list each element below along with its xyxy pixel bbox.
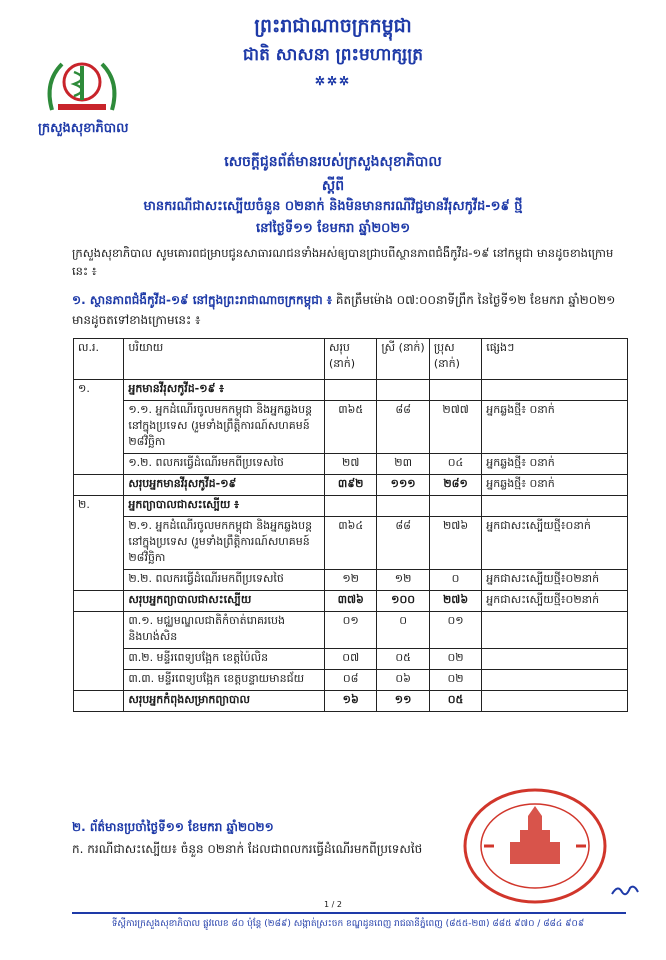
group-no: ១. [74, 380, 124, 475]
sum-total: ១៦ [324, 691, 376, 712]
section-2-item-a: ក. ករណីជាសះស្បើយ៖ ចំនួន ០២នាក់ ដែលជាពលករធ្វើដំណើរមកពីប្រទេសថៃ [72, 842, 423, 856]
group-title: អ្នកមានវីរុសកូវីដ-១៩ ៖ [124, 380, 325, 401]
col-header-male: ប្រុស (នាក់) [429, 339, 481, 380]
notice-subject-label: ស្តីពី [321, 178, 345, 194]
table-sum-row [74, 691, 628, 712]
sum-total: ៣៧៦ [324, 591, 376, 612]
row-male: ០៤ [429, 454, 481, 475]
row-desc: ៣.៣. មន្ទីរពេទ្យបង្អែក ខេត្តបន្ទាយមានជ័យ [124, 670, 325, 691]
kingdom-heading: ព្រះរាជាណាចក្រកម្ពុជា [254, 15, 412, 37]
table-row [74, 380, 628, 401]
row-desc: ២.២. ពលករធ្វើដំណើរមកពីប្រទេសថៃ [124, 570, 325, 591]
sum-label: សរុបអ្នកមានវីរុសកូវីដ-១៩ [124, 475, 325, 496]
row-male: ០១ [429, 612, 481, 649]
notice-date: នៅថ្ងៃទី១១ ខែមករា ឆ្នាំ២០២១ [255, 221, 411, 236]
row-note: អ្នកឆ្លងថ្មី៖ ០នាក់ [482, 454, 628, 475]
row-note: អ្នកឆ្លងថ្មី៖ ០នាក់ [482, 401, 628, 454]
table-row [74, 649, 628, 670]
col-header-note: ផ្សេងៗ [482, 339, 628, 380]
sum-total: ៣៩២ [324, 475, 376, 496]
covid-stats-table [73, 338, 628, 712]
footer-divider [72, 912, 626, 914]
row-total: ១២ [324, 570, 376, 591]
section-2-heading: ២. ព័ត៌មានប្រចាំថ្ងៃទី១១ ខែមករា ឆ្នាំ២០២១ [72, 820, 274, 834]
section-1 [72, 290, 626, 330]
table-sum-row [74, 591, 628, 612]
page-number: 1 / 2 [324, 900, 342, 909]
row-female: ០៥ [377, 649, 429, 670]
intro-paragraph: ក្រសួងសុខាភិបាល សូមគោរពជម្រាបជូនសាធារណជនទាំងអស់ឲ្យបានជ្រាបពីស្ថានភាពជំងឺកូវីដ-១៩ នៅកម្ពុជា មានដូចខាងក្រោមនេះ ៖ [72, 246, 614, 278]
sum-female: ១១ [377, 691, 429, 712]
row-female: ៨៨ [377, 401, 429, 454]
section-1-text: គិតត្រឹមម៉ោង ០៧:០០នាទីព្រឹក នៃថ្ងៃទី១២ ខែមករា ឆ្នាំ២០២១ មានដូចតទៅខាងក្រោមនេះ ៖ [72, 293, 616, 327]
sum-note: អ្នកឆ្លងថ្មី៖ ០នាក់ [482, 475, 628, 496]
row-total: ២៧ [324, 454, 376, 475]
medical-emblem-icon [38, 52, 126, 116]
row-desc: ៣.១. មជ្ឈមណ្ឌលជាតិកំចាត់រោគរបេង និងហង់សិន [124, 612, 325, 649]
row-male: ២៧៦ [429, 517, 481, 570]
table-row [74, 401, 628, 454]
row-desc: ៣.២. មន្ទីរពេទ្យបង្អែក ខេត្តប៉ៃលិន [124, 649, 325, 670]
sum-male: ២៨១ [429, 475, 481, 496]
table-sum-row [74, 475, 628, 496]
row-desc: ២.១. អ្នកដំណើរចូលមកកម្ពុជា និងអ្នកឆ្លងបន្តនៅក្នុងប្រទេស (រួមទាំងព្រឹត្តិការណ៍សហគមន៍ ២៨វិច្ឆិកា [124, 517, 325, 570]
row-male: ២៧៧ [429, 401, 481, 454]
motto-heading: ជាតិ សាសនា ព្រះមហាក្សត្រ [242, 45, 424, 65]
notice-title: សេចក្តីជូនព័ត៌មានរបស់ក្រសួងសុខាភិបាល [224, 154, 442, 170]
group-title: អ្នកព្យាបាលជាសះស្បើយ ៖ [124, 496, 325, 517]
table-row [74, 517, 628, 570]
row-female: ៨៨ [377, 517, 429, 570]
official-seal-icon [460, 786, 610, 906]
col-header-female: ស្រី (នាក់) [377, 339, 429, 380]
row-female: ០៦ [377, 670, 429, 691]
col-header-no: ល.រ. [74, 339, 124, 380]
row-male: ០២ [429, 649, 481, 670]
sum-note: អ្នកជាសះស្បើយថ្មី៖០២នាក់ [482, 591, 628, 612]
table-row [74, 570, 628, 591]
sum-male: ២៧៦ [429, 591, 481, 612]
col-header-total: សរុប (នាក់) [324, 339, 376, 380]
row-female: ២៣ [377, 454, 429, 475]
row-desc: ១.១. អ្នកដំណើរចូលមកកម្ពុជា និងអ្នកឆ្លងបន្តនៅក្នុងប្រទេស (រួមទាំងព្រឹត្តិការណ៍សហគមន៍ ២៨វិច្ឆិកា [124, 401, 325, 454]
footer-address: ទីស្តីការក្រសួងសុខាភិបាល ផ្លូវលេខ ៨០ ប៉ុន្តែ (២៨៩) សង្កាត់ស្រះចក ខណ្ឌដូនពេញ រាជធានីភ្នំពេញ (៨៥៥-២៣) ៨៨៥ ៩៧០ / ៨៨៤ ៩០៩ [111, 919, 585, 929]
ornament: ✲✲✲ [314, 74, 352, 88]
table-header-row [74, 339, 628, 380]
row-total: ៣៦៤ [324, 517, 376, 570]
sum-label: សរុបអ្នកកំពុងសម្រាកព្យាបាល [124, 691, 325, 712]
sum-female: ១១១ [377, 475, 429, 496]
sum-male: ០៥ [429, 691, 481, 712]
table-row [74, 612, 628, 649]
table-row [74, 496, 628, 517]
row-female: ០ [377, 612, 429, 649]
row-total: ០៧ [324, 649, 376, 670]
row-total: ០៨ [324, 670, 376, 691]
col-header-desc: បរិយាយ [124, 339, 325, 380]
section-1-heading: ១. ស្ថានភាពជំងឺកូវីដ-១៩ នៅក្នុងព្រះរាជាណាចក្រកម្ពុជា ៖ [72, 293, 333, 307]
row-total: ៣៦៥ [324, 401, 376, 454]
row-desc: ១.២. ពលករធ្វើដំណើរមកពីប្រទេសថៃ [124, 454, 325, 475]
row-male: ០២ [429, 670, 481, 691]
row-note: អ្នកជាសះស្បើយថ្មី៖០២នាក់ [482, 570, 628, 591]
table-row [74, 670, 628, 691]
row-female: ១២ [377, 570, 429, 591]
row-total: ០១ [324, 612, 376, 649]
table-row [74, 454, 628, 475]
sum-label: សរុបអ្នកព្យាបាលជាសះស្បើយ [124, 591, 325, 612]
signature-mark [610, 882, 640, 898]
row-note: អ្នកជាសះស្បើយថ្មី៖០នាក់ [482, 517, 628, 570]
sum-female: ១០០ [377, 591, 429, 612]
row-male: ០ [429, 570, 481, 591]
group-no: ២. [74, 496, 124, 591]
notice-subject: មានករណីជាសះស្បើយចំនួន ០២នាក់ និងមិនមានករណីវិជ្ជមានវីរុសកូវីដ-១៩ ថ្មី [143, 199, 523, 214]
ministry-name: ក្រសួងសុខាភិបាល [38, 121, 129, 136]
